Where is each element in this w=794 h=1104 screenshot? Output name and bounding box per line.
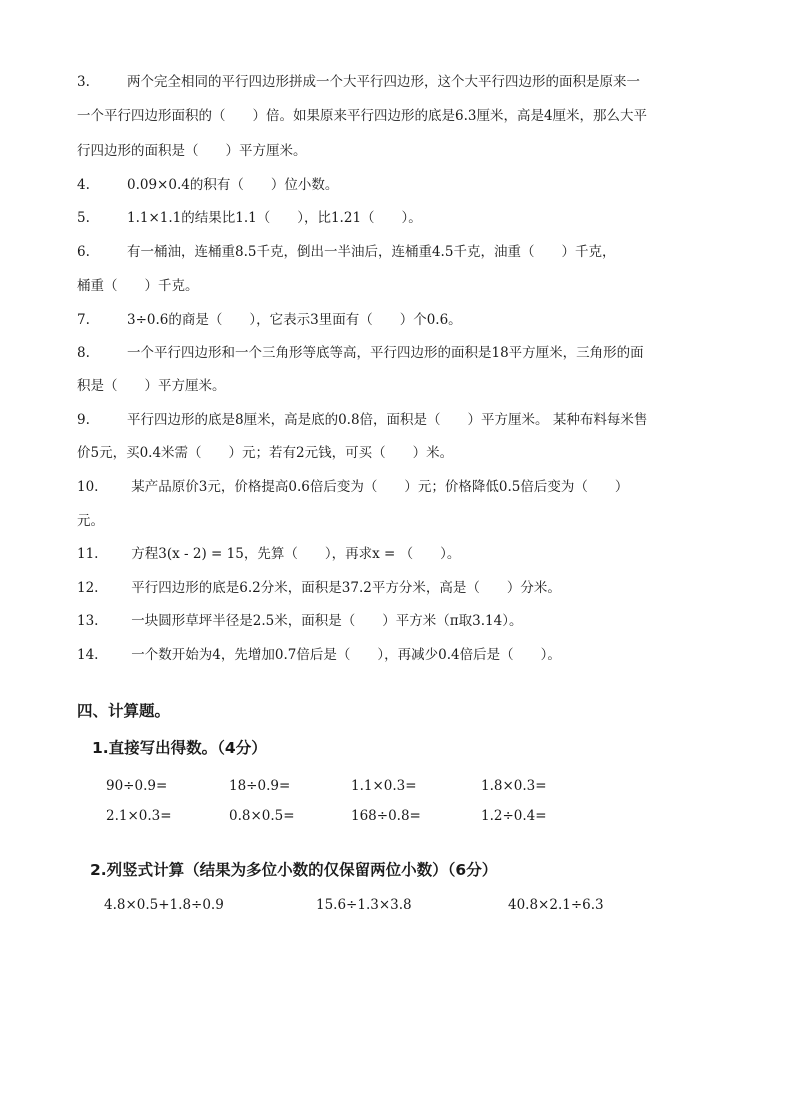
question-number: 10. [77, 479, 99, 495]
question-9-line-2: 价5元，买0.4米需（ ）元；若有2元钱，可买（ ）米。 [77, 445, 454, 461]
direct-calc-row [0, 806, 794, 826]
calc-item: 15.6÷1.3×3.8 [316, 897, 412, 913]
calc-item: 1.1×0.3= [351, 778, 417, 794]
question-7: 7. 3÷0.6的商是（ ），它表示3里面有（ ）个0.6。 [77, 312, 462, 328]
calc-item: 1.8×0.3= [481, 778, 547, 794]
section-heading: 四、计算题。 [77, 702, 171, 720]
question-3-line-3: 行四边形的面积是（ ）平方厘米。 [77, 143, 307, 159]
question-12: 12. 平行四边形的底是6.2分米，面积是37.2平方分米，高是（ ）分米。 [77, 580, 561, 596]
question-3-line-1: 3. 两个完全相同的平行四边形拼成一个大平行四边形，这个大平行四边形的面积是原来一 [77, 74, 640, 90]
question-number: 5. [77, 210, 90, 226]
vertical-calc-heading: 2.列竖式计算（结果为多位小数的仅保留两位小数）（6分） [90, 861, 498, 879]
question-14: 14. 一个数开始为4，先增加0.7倍后是（ ），再减少0.4倍后是（ ）。 [77, 647, 561, 663]
question-number: 4. [77, 177, 90, 193]
question-10-line-1: 10. 某产品原价3元，价格提高0.6倍后变为（ ）元；价格降低0.5倍后变为（ ） [77, 479, 629, 495]
question-number: 7. [77, 312, 90, 328]
question-6-line-2: 桶重（ ）千克。 [77, 278, 199, 294]
question-8-line-2: 积是（ ）平方厘米。 [77, 378, 226, 394]
question-6-line-1: 6. 有一桶油，连桶重8.5千克，倒出一半油后，连桶重4.5千克，油重（ ）千克， [77, 244, 616, 260]
question-number: 14. [77, 647, 99, 663]
question-13: 13. 一块圆形草坪半径是2.5米，面积是（ ）平方米（π取3.14）。 [77, 613, 523, 629]
calc-item: 0.8×0.5= [229, 808, 295, 824]
calc-item: 168÷0.8= [351, 808, 421, 824]
calc-item: 40.8×2.1÷6.3 [508, 897, 604, 913]
question-4: 4. 0.09×0.4的积有（ ）位小数。 [77, 177, 339, 193]
calc-item: 2.1×0.3= [106, 808, 172, 824]
calc-item: 90÷0.9= [106, 778, 168, 794]
question-number: 6. [77, 244, 90, 260]
question-9-line-1: 9. 平行四边形的底是8厘米，高是底的0.8倍，面积是（ ）平方厘米。 某种布料每米售 [77, 412, 648, 428]
question-number: 11. [77, 546, 99, 562]
calc-item: 4.8×0.5+1.8÷0.9 [104, 897, 224, 913]
question-number: 12. [77, 580, 99, 596]
question-5: 5. 1.1×1.1的结果比1.1（ ），比1.21（ ）。 [77, 210, 422, 226]
question-number: 13. [77, 613, 99, 629]
question-number: 3. [77, 74, 90, 90]
vertical-calc-row [0, 895, 794, 915]
question-number: 9. [77, 412, 90, 428]
question-3-line-2: 一个平行四边形面积的（ ）倍。如果原来平行四边形的底是6.3厘米，高是4厘米，那么大平 [77, 108, 648, 124]
question-11: 11. 方程3(x - 2) = 15，先算（ ），再求x = （ ）。 [77, 546, 461, 562]
direct-calc-heading: 1.直接写出得数。（4分） [92, 739, 267, 757]
question-10-line-2: 元。 [77, 513, 104, 529]
calc-item: 1.2÷0.4= [481, 808, 547, 824]
question-8-line-1: 8. 一个平行四边形和一个三角形等底等高，平行四边形的面积是18平方厘米，三角形的面 [77, 345, 644, 361]
direct-calc-row [0, 776, 794, 796]
question-number: 8. [77, 345, 90, 361]
calc-item: 18÷0.9= [229, 778, 291, 794]
